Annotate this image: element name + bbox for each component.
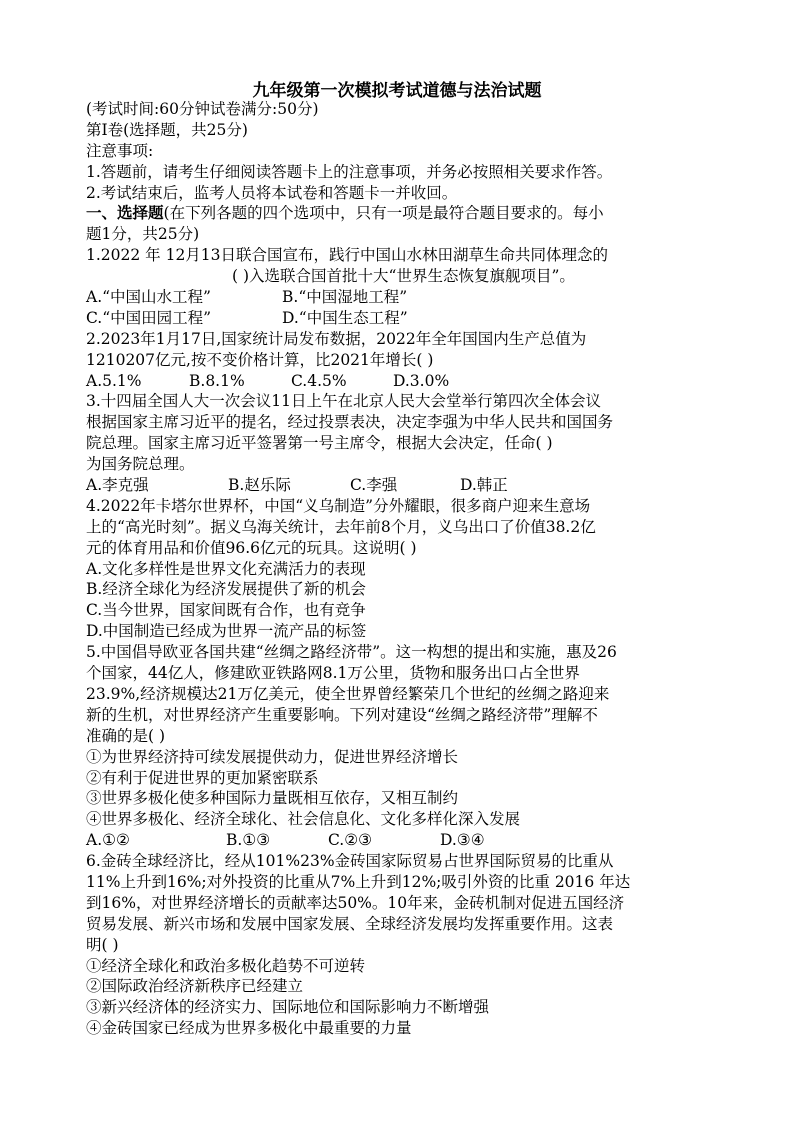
exam-title: 九年级第一次模拟考试道德与法治试题 [252,81,542,101]
statement-2: ②国际政治经济新秩序已经建立 [86,977,304,996]
question-2 [86,329,726,392]
question-text-line: 6.金砖全球经济比，经从101%23%金砖国家际贸易占世界国际贸易的比重从 [86,852,614,871]
option-a[interactable]: A.李克强 [86,476,149,495]
question-text-line: 1210207亿元,按不变价格计算，比2021年增长( ) [86,350,434,369]
option-a[interactable]: A.5.1% [86,371,142,390]
option-c[interactable]: C.②③ [328,831,373,850]
section-heading [86,203,726,224]
notes-heading: 注意事项: [86,141,154,160]
option-row [86,308,726,329]
option-row [86,475,726,496]
question-text-line: 个国家，44亿人，修建欧亚铁路网8.1万公里，货物和服务出口占全世界 [86,664,580,683]
question-text-line: 元的体育用品和价值96.6亿元的玩具。这说明( ) [86,538,417,557]
question-text-line: 5.中国倡导欧亚各国共建“丝绸之路经济带”。这一构想的提出和实施，惠及26 [86,643,617,662]
option-c[interactable]: C.李强 [350,476,398,495]
section-desc-line2: 题1分，共25分) [86,225,200,244]
part-heading: 第Ⅰ卷(选择题，共25分) [86,120,248,139]
option-a[interactable]: A.“中国山水工程” [86,288,211,307]
option-c[interactable]: C.4.5% [291,371,347,390]
question-1 [86,245,726,329]
statement-3: ③新兴经济体的经济实力、国际地位和国际影响力不断增强 [86,998,490,1017]
statement-4: ④金砖国家已经成为世界多极化中最重要的力量 [86,1019,412,1038]
exam-body [86,99,726,1039]
question-text-line: 3.十四届全国人大一次会议11日上午在北京人民大会堂举行第四次全体会议 [86,392,602,411]
question-text-line: 23.9%,经济规模达21万亿美元，使全世界曾经繁荣几个世纪的丝绸之路迎来 [86,684,610,703]
question-5 [86,642,726,851]
option-a[interactable]: A.文化多样性是世界文化充满活力的表现 [86,559,366,578]
question-text-line: 根据国家主席习近平的提名，经过投票表决，决定李强为中华人民共和国国务 [86,413,614,432]
statement-1: ①经济全球化和政治多极化趋势不可逆转 [86,956,366,975]
option-row [86,287,726,308]
question-text-line: ( )入选联合国首批十大“世界生态恢复旗舰项目”。 [232,267,575,286]
question-text-line: 明( ) [86,935,119,954]
option-row [86,371,726,392]
option-d[interactable]: D.韩正 [460,476,508,495]
option-a[interactable]: A.①② [86,831,130,850]
question-text-line: 2.2023年1月17日,国家统计局发布数据，2022年全年国国内生产总值为 [86,329,587,348]
option-b[interactable]: B.8.1% [189,371,245,390]
question-text-line: 1.2022 年 12月13日联合国宣布，践行中国山水林田湖草生命共同体理念的 [86,246,609,265]
question-text-line: 贸易发展、新兴市场和发展中国家发展、全球经济发展均发挥重要作用。这表 [86,914,614,933]
option-d[interactable]: D.“中国生态工程” [282,308,408,327]
question-text-line: 到16%，对世界经济增长的贡献率达50%。10年来，金砖机制对促进五国经济 [86,893,625,912]
question-text-line: 新的生机，对世界经济产生重要影响。下列对建设“丝绸之路经济带”理解不 [86,705,598,724]
statement-1: ①为世界经济持可续发展提供动力，促进世界经济增长 [86,747,459,766]
note-2: 2.考试结束后，监考人员将本试卷和答题卡一并收回。 [86,183,458,202]
option-d[interactable]: D.3.0% [393,371,450,390]
question-6 [86,851,726,1039]
option-c[interactable]: C.“中国田园工程” [86,308,212,327]
question-text-line: 为国务院总理。 [86,455,195,474]
option-b[interactable]: B.经济全球化为经济发展提供了新的机会 [86,580,366,599]
question-4 [86,496,726,642]
option-row [86,830,726,851]
section-desc-line1: (在下列各题的四个选项中，只有一项是最符合题目要求的。每小 [163,204,604,223]
question-text-line: 准确的是( ) [86,726,166,745]
exam-info: (考试时间:60分钟试卷满分:50分) [86,100,319,118]
question-3 [86,391,726,495]
section-label: 一、选择题 [86,203,164,223]
option-d[interactable]: D.③④ [440,831,485,850]
option-b[interactable]: B.“中国湿地工程” [282,288,408,307]
statement-2: ②有利于促进世界的更加紧密联系 [86,768,319,787]
question-text-line: 上的“高光时刻”。据义乌海关统计，去年前8个月，义乌出口了价值38.2亿 [86,517,596,536]
option-b[interactable]: B.①③ [226,831,271,850]
question-text-line: 4.2022年卡塔尔世界杯，中国“义乌制造”分外耀眼，很多商户迎来生意场 [86,496,591,515]
option-b[interactable]: B.赵乐际 [228,476,291,495]
question-text-line: 11%上升到16%;对外投资的比重从7%上升到12%;吸引外资的比重 2016 年达 [86,872,631,891]
statement-4: ④世界多极化、经济全球化、社会信息化、文化多样化深入发展 [86,810,521,829]
option-d[interactable]: D.中国制造已经成为世界一流产品的标签 [86,622,367,641]
note-1: 1.答题前，请考生仔细阅读答题卡上的注意事项，并务必按照相关要求作答。 [86,162,613,181]
question-text-line: 院总理。国家主席习近平签署第一号主席令，根据大会决定，任命( ) [86,434,553,453]
option-c[interactable]: C.当今世界，国家间既有合作，也有竞争 [86,601,366,620]
statement-3: ③世界多极化使多种国际力量既相互依存，又相互制约 [86,789,459,808]
